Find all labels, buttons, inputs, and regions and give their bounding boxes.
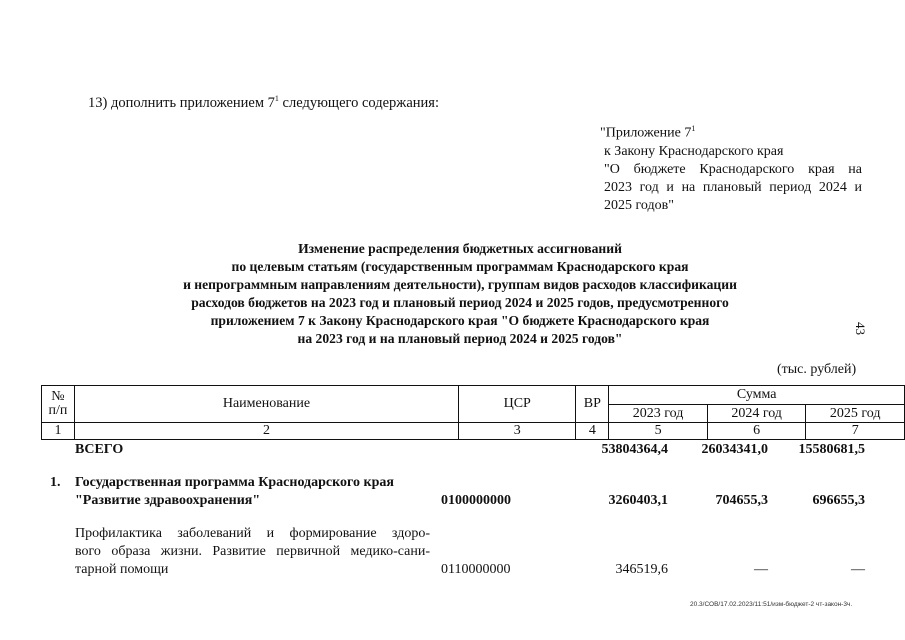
index-cell: 4	[576, 423, 609, 440]
index-cell: 3	[459, 423, 576, 440]
program-num: 1.	[50, 475, 61, 490]
program-2024: 704655,3	[715, 493, 768, 508]
program-name-line2: "Развитие здравоохранения"	[75, 493, 261, 508]
sub-name-line3: тарной помощи	[75, 562, 169, 577]
header-2025: 2025 год	[806, 405, 905, 423]
header-csr: ЦСР	[459, 386, 576, 423]
program-csr: 0100000000	[441, 493, 511, 508]
program-2023: 3260403,1	[608, 493, 668, 508]
intro-paragraph: 13) дополнить приложением $7^1$ следующего содержания:	[88, 94, 439, 111]
header-sum: Сумма	[609, 386, 905, 405]
sub-2024: —	[754, 562, 768, 577]
footer-filename: 20.3/СОВ/17.02.2023/11:51/изм-бюджет-2 чт-закон-3ч.	[690, 601, 853, 608]
index-cell: 1	[42, 423, 75, 440]
index-cell: 2	[74, 423, 458, 440]
header-2024: 2024 год	[707, 405, 806, 423]
index-cell: 6	[707, 423, 806, 440]
index-cell: 5	[609, 423, 708, 440]
total-2023: 53804364,4	[601, 442, 668, 457]
document-heading: Изменение распределения бюджетных ассигнований по целевым статьям (государственным программам Краснодарского края и непрограммным направлениям деятельности), группам видов расходов классификации расходов бюджетов на 2023 год и плановый период 2024 и 2025 годов, предусмотренного приложением 7 к Закону Краснодарского края "О бюджете Краснодарского края на 2023 год и на плановый период 2024 и 2025 годов"	[183, 241, 737, 346]
table-header	[41, 385, 905, 440]
sub-name-line2: вого образа жизни. Развитие первичной медико-сани-	[75, 544, 430, 559]
header-name: Наименование	[74, 386, 458, 423]
sub-2023: 346519,6	[615, 562, 668, 577]
index-cell: 7	[806, 423, 905, 440]
units-label: (тыс. рублей)	[777, 362, 857, 377]
header-2023: 2023 год	[609, 405, 708, 423]
header-vr: ВР	[576, 386, 609, 423]
sub-csr: 0110000000	[441, 562, 511, 577]
page-number: 43	[853, 322, 868, 335]
header-num: № п/п	[42, 386, 75, 423]
sub-2025: —	[851, 562, 865, 577]
program-2025: 696655,3	[812, 493, 865, 508]
total-label: ВСЕГО	[75, 442, 124, 457]
total-2024: 26034341,0	[701, 442, 768, 457]
total-2025: 15580681,5	[798, 442, 865, 457]
sub-name-line1: Профилактика заболеваний и формирование здоро-	[75, 526, 430, 541]
program-name-line1: Государственная программа Краснодарского края	[75, 475, 394, 490]
annex-reference: "Приложение $7^1$ к Закону Краснодарского края "О бюджете Краснодарского края на 2023 год и на плановый период 2024 и 2025 годов"	[600, 124, 862, 213]
